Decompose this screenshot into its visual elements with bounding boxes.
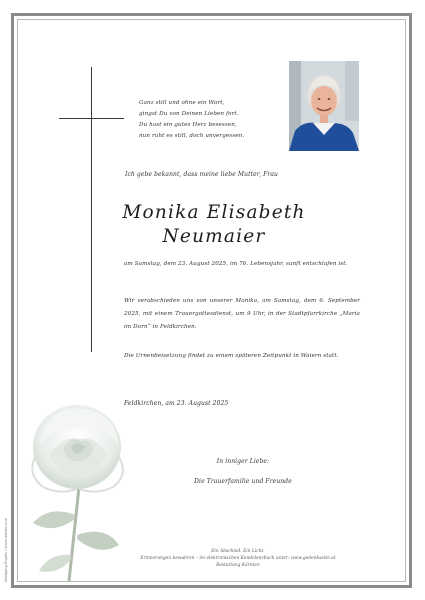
poem-line: Ganz still und ohne ein Wort, xyxy=(139,100,225,106)
death-notice-paragraph: am Samstag, dem 23. August 2025, im 76. Lebensjahr, sanft entschlafen ist. xyxy=(124,261,348,267)
funeral-service-paragraph: Wir verabschieden uns von unserer Monika, am Samstag, dem 6. September 2025, mit einem Trauergottesdienst, um 9 Uhr, in der Stadtpfarrkirche „Maria im Dorn“ in Feldkirchen. xyxy=(124,298,360,330)
poem-line: nun ruht es still, doch unvergessen. xyxy=(139,133,245,139)
image-credit: Wolfgang Engels / stock.adobe.com xyxy=(4,517,8,582)
footer xyxy=(120,548,356,568)
announcement-intro: Ich gebe bekannt, dass meine liebe Mutter, Frau xyxy=(125,171,278,178)
portrait-photo xyxy=(289,61,359,151)
deceased-name-first: Monika Elisabeth xyxy=(122,202,306,223)
poem-line: Du hast ein gutes Herz besessen, xyxy=(139,122,237,128)
cross-icon-vertical xyxy=(91,67,92,352)
poem-line: gingst Du von Deinen Lieben fort. xyxy=(139,111,239,117)
cross-icon-horizontal xyxy=(59,118,124,119)
footer-line: Ein Abschied. Ein Licht. xyxy=(211,548,265,553)
closing-phrase: In inniger Liebe: xyxy=(216,458,270,465)
burial-paragraph: Die Urnenbeisetzung findet zu einem späteren Zeitpunkt in Waiern statt. xyxy=(124,353,339,359)
poem xyxy=(139,98,289,142)
deceased-name-last: Neumaier xyxy=(162,226,266,247)
mourners-signature: Die Trauerfamilie und Freunde xyxy=(194,478,292,485)
footer-line: Erinnerungen bewahren – im elektronischen Kondolenzbuch unter: www.gedenkseite.at xyxy=(140,554,336,560)
place-and-date: Feldkirchen, am 23. August 2025 xyxy=(124,400,229,407)
footer-line: Bestattung Kärnten xyxy=(216,561,260,567)
rose-image xyxy=(19,395,139,581)
